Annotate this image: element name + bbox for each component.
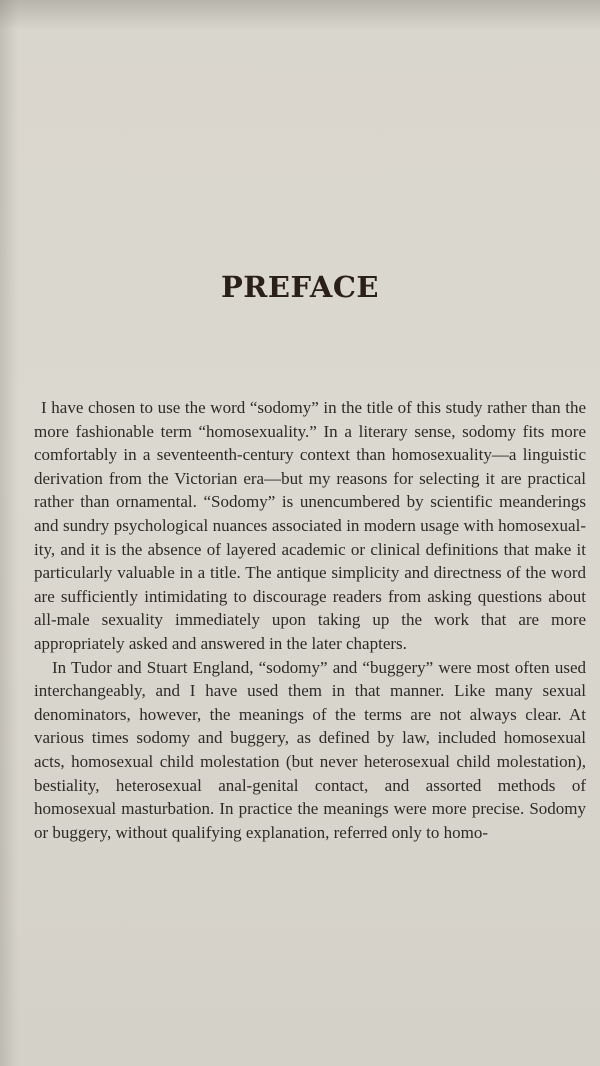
page-title: PREFACE [220, 270, 380, 304]
paragraph-1: I have chosen to use the word “sodomy” in the title of this study rather than the more fashionable term “homosexuality.” In a literary sense, sodomy fits more comfortably in a seventeenth-century context than homosexuality—a linguistic derivation from the Victorian era—but my reasons for selecting it are practical rather than ornamental. “Sodomy” is unencumbered by scientific meanderings and sundry psychological nuances associated in modern usage with homosexuality, and it is the absence of layered academic or clinical definitions that make it particularly valuable in a title. The antique simplicity and directness of the word are sufficiently intimidating to discourage readers from asking questions about all-male sexuality immediately upon taking up the work that are more appropriately asked and answered in the later chapters. [34, 398, 586, 653]
preface-body [34, 396, 586, 844]
paragraph-2: In Tudor and Stuart England, “sodomy” and “buggery” were most often used interchangeably, and I have used them in that manner. Like many sexual denominators, however, the meanings of the terms are not always clear. At various times sodomy and buggery, as defined by law, included homosexual acts, homosexual child molestation (but never heterosexual child molestation), bestiality, heterosexual anal-genital contact, and assorted methods of homosexual masturbation. In practice the meanings were more precise. Sodomy or buggery, without qualifying explanation, referred only to homo- [34, 657, 586, 842]
